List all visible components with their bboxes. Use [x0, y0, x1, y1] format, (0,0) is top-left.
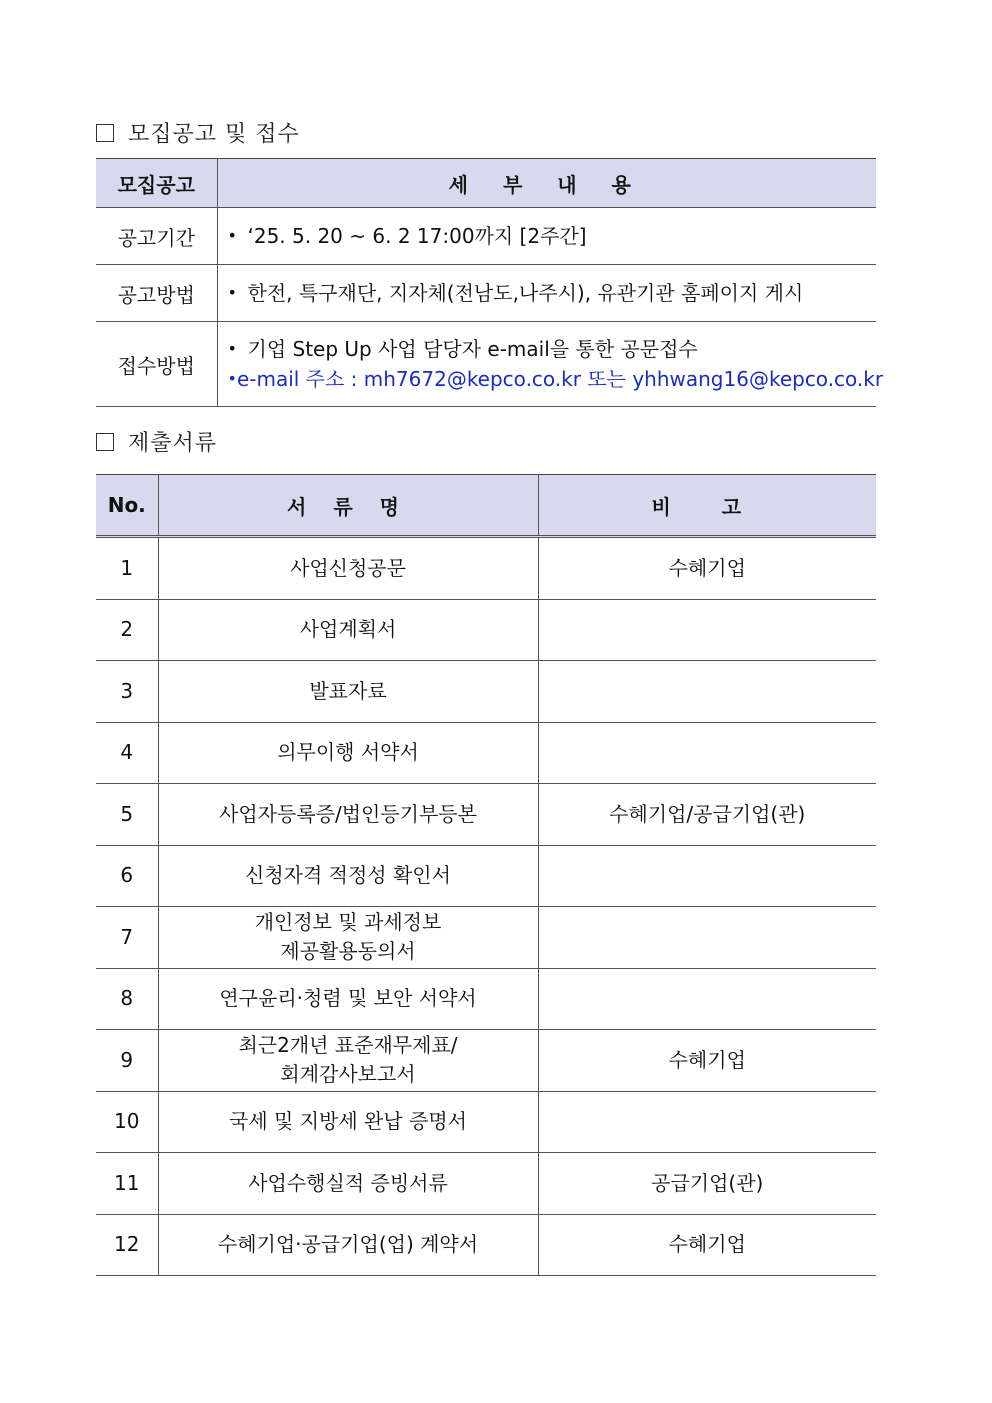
- checkbox-icon: [96, 124, 114, 142]
- row-number: 3: [96, 661, 158, 723]
- document-note: [538, 968, 876, 1030]
- document-name-line: 제공활용동의서: [280, 939, 416, 964]
- table-header-row: [96, 475, 876, 537]
- document-note: 수혜기업: [668, 1047, 746, 1072]
- document-name: [158, 845, 538, 907]
- section-title: 제출서류: [128, 431, 218, 456]
- header-no: No.: [96, 475, 158, 537]
- document-note: [538, 661, 876, 723]
- row-label-method: 공고방법: [96, 265, 217, 322]
- document-name-line: 회계감사보고서: [280, 1062, 416, 1087]
- document-name-line: 국세 및 지방세 완납 증명서: [229, 1109, 467, 1134]
- document-note: [538, 599, 876, 661]
- header-details: 세 부 내 용: [217, 159, 876, 208]
- table-row: [96, 1153, 876, 1215]
- table-row: [96, 322, 876, 407]
- document-name: [158, 1153, 538, 1215]
- document-name-line: 사업수행실적 증빙서류: [248, 1170, 448, 1195]
- document-note: [538, 907, 876, 969]
- checkbox-icon: [96, 433, 114, 451]
- document-note: 수혜기업: [668, 1232, 746, 1257]
- document-name-line: 개인정보 및 과세정보: [254, 910, 442, 935]
- row-number: 9: [96, 1030, 158, 1092]
- document-name: [158, 907, 538, 969]
- document-name: [158, 784, 538, 846]
- bullet-icon: •: [227, 369, 237, 388]
- row-content-submission: • 기업 Step Up 사업 담당자 e-mail을 통한 공문접수 • e-mail 주소 : mh7672@kepco.co.kr 또는 yhhwang16@kepco.co.kr: [217, 322, 876, 407]
- row-number: 4: [96, 722, 158, 784]
- bullet-icon: •: [227, 226, 237, 245]
- document-name-line: 연구윤리·청렴 및 보안 서약서: [219, 986, 477, 1011]
- document-name: [158, 661, 538, 723]
- documents-table: [96, 474, 876, 1276]
- document-name-line: 사업신청공문: [290, 555, 406, 580]
- document-name-line: 최근2개년 표준재무제표/: [238, 1033, 458, 1058]
- document-name: [158, 1091, 538, 1153]
- document-name: [158, 537, 538, 600]
- row-label-submission: 접수방법: [96, 322, 217, 407]
- document-name-line: 신청자격 적정성 확인서: [245, 863, 451, 888]
- row-number: 6: [96, 845, 158, 907]
- document-name: [158, 1030, 538, 1092]
- table-row: [96, 661, 876, 723]
- row-label-period: 공고기간: [96, 208, 217, 265]
- table-row: [96, 1091, 876, 1153]
- bullet-icon: •: [227, 283, 237, 302]
- document-name-line: 의무이행 서약서: [277, 740, 419, 765]
- header-recruitment: 모집공고: [96, 159, 217, 208]
- document-name-line: 사업자등록증/법인등기부등본: [219, 801, 477, 826]
- row-number: 10: [96, 1091, 158, 1153]
- row-number: 8: [96, 968, 158, 1030]
- table-row: [96, 537, 876, 600]
- row-number: 7: [96, 907, 158, 969]
- table-row: [96, 265, 876, 322]
- table-row: [96, 599, 876, 661]
- document-name-line: 발표자료: [309, 678, 387, 703]
- table-header-row: [96, 159, 876, 208]
- document-name: [158, 599, 538, 661]
- table-row: [96, 1214, 876, 1276]
- row-number: 1: [96, 537, 158, 600]
- row-number: 2: [96, 599, 158, 661]
- row-content-period: • ‘25. 5. 20 ~ 6. 2 17:00까지 [2주간]: [217, 208, 876, 265]
- table-row: [96, 1030, 876, 1092]
- documents-table-body: [96, 537, 876, 1276]
- table-row: [96, 784, 876, 846]
- header-note: 비 고: [538, 475, 876, 537]
- bullet-icon: •: [227, 339, 237, 358]
- row-content-method: • 한전, 특구재단, 지자체(전남도,나주시), 유관기관 홈페이지 게시: [217, 265, 876, 322]
- document-note: 수혜기업/공급기업(관): [609, 801, 806, 826]
- table-row: [96, 208, 876, 265]
- row-number: 12: [96, 1214, 158, 1276]
- document-note: [538, 845, 876, 907]
- table-row: [96, 968, 876, 1030]
- table-row: [96, 845, 876, 907]
- document-note: [538, 722, 876, 784]
- row-number: 11: [96, 1153, 158, 1215]
- recruitment-table: [96, 158, 884, 407]
- table-row: [96, 722, 876, 784]
- section-heading-recruitment: [96, 117, 300, 148]
- document-name: [158, 968, 538, 1030]
- section-heading-documents: [96, 426, 217, 457]
- document-name: [158, 722, 538, 784]
- document-note: 공급기업(관): [651, 1170, 764, 1195]
- document-name: [158, 1214, 538, 1276]
- header-doc-name: 서 류 명: [158, 475, 538, 537]
- document-name-line: 수혜기업·공급기업(업) 계약서: [217, 1232, 479, 1257]
- document-name-line: 사업계획서: [299, 617, 397, 642]
- email-address-text: e-mail 주소 : mh7672@kepco.co.kr 또는 yhhwang16@kepco.co.kr: [236, 367, 884, 391]
- table-row: [96, 907, 876, 969]
- document-note: 수혜기업: [668, 555, 746, 580]
- section-title: 모집공고 및 접수: [128, 122, 300, 147]
- row-number: 5: [96, 784, 158, 846]
- document-note: [538, 1091, 876, 1153]
